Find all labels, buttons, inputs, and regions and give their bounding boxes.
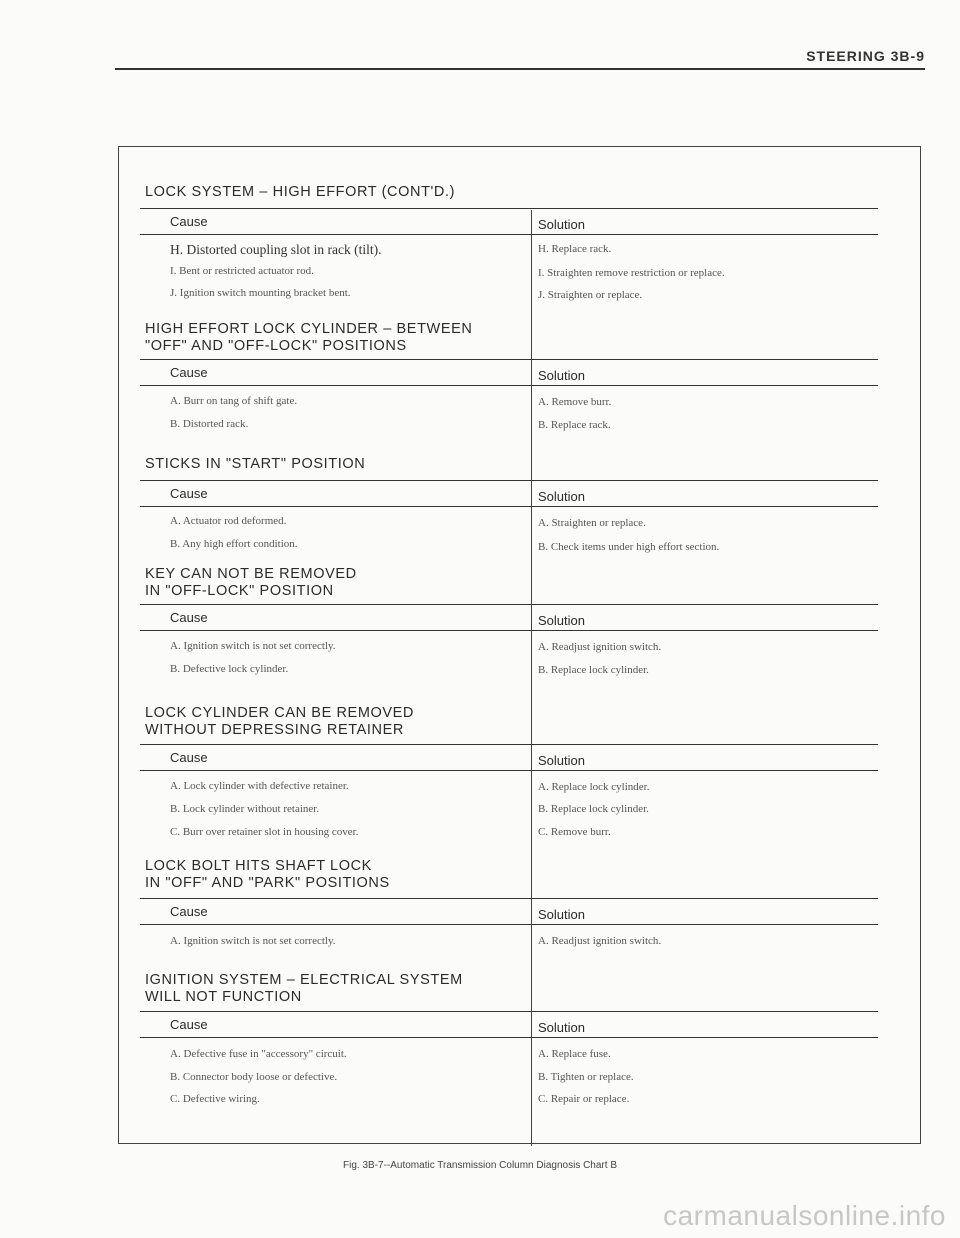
- section-title: IGNITION SYSTEM – ELECTRICAL SYSTEM: [145, 972, 463, 988]
- solution-item: A. Remove burr.: [538, 396, 612, 408]
- cause-header: Cause: [170, 486, 208, 501]
- cause-item: B. Lock cylinder without retainer.: [170, 803, 320, 815]
- solution-item: B. Replace lock cylinder.: [538, 803, 649, 815]
- cause-item: B. Connector body loose or defective.: [170, 1071, 338, 1083]
- section-title: WILL NOT FUNCTION: [145, 989, 302, 1005]
- cause-header: Cause: [170, 610, 208, 625]
- figure-caption: Fig. 3B-7--Automatic Transmission Column Diagnosis Chart B: [343, 1160, 617, 1171]
- solution-item: A. Replace lock cylinder.: [538, 781, 650, 793]
- solution-header: Solution: [538, 907, 585, 922]
- column-divider: [531, 210, 532, 1146]
- solution-header: Solution: [538, 753, 585, 768]
- cause-item: B. Defective lock cylinder.: [170, 663, 289, 675]
- solution-item: C. Repair or replace.: [538, 1093, 630, 1105]
- solution-item: J. Straighten or replace.: [538, 289, 643, 301]
- solution-item: B. Replace lock cylinder.: [538, 664, 649, 676]
- cause-item: J. Ignition switch mounting bracket bent.: [170, 287, 351, 299]
- cause-item: A. Ignition switch is not set correctly.: [170, 640, 336, 652]
- cause-item: B. Any high effort condition.: [170, 538, 298, 550]
- cause-header: Cause: [170, 365, 208, 380]
- watermark: carmanualsonline.info: [663, 1200, 946, 1231]
- solution-item: B. Replace rack.: [538, 419, 611, 431]
- cause-header: Cause: [170, 904, 208, 919]
- cause-item: I. Bent or restricted actuator rod.: [170, 265, 314, 277]
- solution-header: Solution: [538, 1020, 585, 1035]
- cause-item: A. Lock cylinder with defective retainer.: [170, 780, 349, 792]
- solution-item: A. Replace fuse.: [538, 1048, 611, 1060]
- cause-item: A. Ignition switch is not set correctly.: [170, 935, 336, 947]
- cause-item: A. Actuator rod deformed.: [170, 515, 287, 527]
- solution-item: A. Straighten or replace.: [538, 517, 646, 529]
- cause-header: Cause: [170, 1017, 208, 1032]
- solution-item: B. Tighten or replace.: [538, 1071, 634, 1083]
- section-title: WITHOUT DEPRESSING RETAINER: [145, 722, 404, 738]
- section-title: KEY CAN NOT BE REMOVED: [145, 566, 357, 582]
- cause-item: H. Distorted coupling slot in rack (tilt).: [170, 242, 382, 257]
- page-header: [115, 46, 925, 70]
- section-title: HIGH EFFORT LOCK CYLINDER – BETWEEN: [145, 321, 473, 337]
- section-title: "OFF" AND "OFF-LOCK" POSITIONS: [145, 338, 407, 354]
- solution-header: Solution: [538, 217, 585, 232]
- cause-header: Cause: [170, 214, 208, 229]
- solution-item: C. Remove burr.: [538, 826, 611, 838]
- solution-header: Solution: [538, 489, 585, 504]
- section-title: LOCK BOLT HITS SHAFT LOCK: [145, 858, 372, 874]
- cause-item: C. Burr over retainer slot in housing cover.: [170, 826, 359, 838]
- section-title: STICKS IN "START" POSITION: [145, 456, 366, 472]
- solution-header: Solution: [538, 613, 585, 628]
- solution-item: A. Readjust ignition switch.: [538, 641, 662, 653]
- cause-header: Cause: [170, 750, 208, 765]
- cause-item: C. Defective wiring.: [170, 1093, 260, 1105]
- solution-item: B. Check items under high effort section.: [538, 541, 720, 553]
- cause-item: B. Distorted rack.: [170, 418, 249, 430]
- solution-item: A. Readjust ignition switch.: [538, 935, 662, 947]
- solution-item: I. Straighten remove restriction or replace.: [538, 267, 725, 279]
- section-title: LOCK CYLINDER CAN BE REMOVED: [145, 705, 414, 721]
- solution-header: Solution: [538, 368, 585, 383]
- page-header-title: STEERING 3B-9: [806, 48, 925, 64]
- section-title: IN "OFF" AND "PARK" POSITIONS: [145, 875, 390, 891]
- solution-item: H. Replace rack.: [538, 243, 612, 255]
- cause-item: A. Defective fuse in "accessory" circuit.: [170, 1048, 347, 1060]
- cause-item: A. Burr on tang of shift gate.: [170, 395, 298, 407]
- section-title: IN "OFF-LOCK" POSITION: [145, 583, 334, 599]
- section-title: LOCK SYSTEM – HIGH EFFORT (CONT'D.): [145, 184, 456, 200]
